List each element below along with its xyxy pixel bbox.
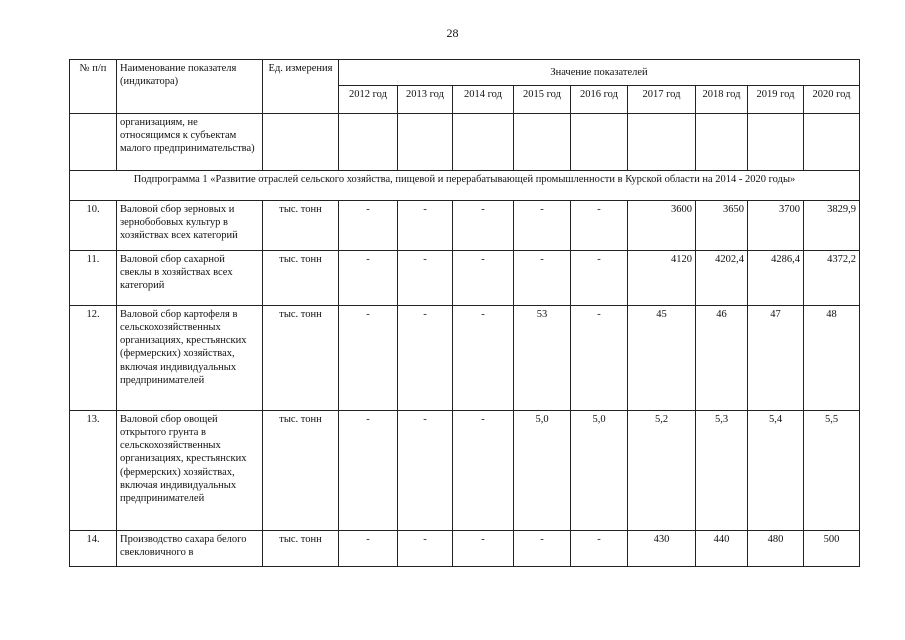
row-number: 12. [70, 306, 117, 411]
value-cell: - [339, 201, 398, 251]
value-cell: 3650 [696, 201, 748, 251]
value-cell: 5,3 [696, 411, 748, 531]
value-cell: - [453, 306, 514, 411]
value-cell: 5,4 [748, 411, 804, 531]
value-cell: 5,0 [571, 411, 628, 531]
table-row [70, 531, 860, 567]
value-cell: - [398, 251, 453, 306]
value-cell: 47 [748, 306, 804, 411]
value-cell: 3829,9 [804, 201, 860, 251]
row-indicator-name: Валовой сбор сахарной свеклы в хозяйствах всех категорий [117, 251, 263, 306]
row-indicator-name: Валовой сбор овощей открытого грунта в сельскохозяйственных организациях, крестьянских (фермерских) хозяйствах, включая индивидуальных предпринимателей [117, 411, 263, 531]
row-indicator-name: Валовой сбор зерновых и зернобобовых культур в хозяйствах всех категорий [117, 201, 263, 251]
value-cell: - [514, 251, 571, 306]
page-number: 28 [446, 26, 459, 40]
row-number: 11. [70, 251, 117, 306]
value-cell: 500 [804, 531, 860, 567]
value-cell: - [453, 531, 514, 567]
value-cell: - [398, 411, 453, 531]
year-header: 2016 год [571, 86, 628, 114]
value-cell: 4372,2 [804, 251, 860, 306]
year-header: 2020 год [804, 86, 860, 114]
value-cell: - [453, 411, 514, 531]
table-row [70, 306, 860, 411]
row-unit: тыс. тонн [263, 251, 339, 306]
header-row [70, 60, 860, 86]
year-header: 2017 год [628, 86, 696, 114]
value-cell: 3700 [748, 201, 804, 251]
value-cell: 4286,4 [748, 251, 804, 306]
header-number: № п/п [70, 60, 117, 114]
row-unit: тыс. тонн [263, 531, 339, 567]
continuation-name: организациям, не относящимся к субъектам малого предпринимательства) [117, 114, 263, 171]
value-cell: 45 [628, 306, 696, 411]
row-unit: тыс. тонн [263, 201, 339, 251]
year-header: 2013 год [398, 86, 453, 114]
subprogram-title: Подпрограмма 1 «Развитие отраслей сельского хозяйства, пищевой и перерабатывающей промышленности в Курской области на 2014 - 2020 годы» [70, 171, 860, 201]
value-cell: - [571, 251, 628, 306]
year-header: 2019 год [748, 86, 804, 114]
row-number: 14. [70, 531, 117, 567]
value-cell: 4120 [628, 251, 696, 306]
table-row [70, 201, 860, 251]
value-cell: - [398, 531, 453, 567]
row-number: 10. [70, 201, 117, 251]
value-cell: 480 [748, 531, 804, 567]
year-header: 2015 год [514, 86, 571, 114]
header-values: Значение показателей [339, 60, 860, 86]
value-cell: 53 [514, 306, 571, 411]
value-cell: - [339, 306, 398, 411]
value-cell: - [571, 201, 628, 251]
value-cell: 3600 [628, 201, 696, 251]
value-cell: 5,0 [514, 411, 571, 531]
value-cell: - [514, 531, 571, 567]
value-cell: - [453, 251, 514, 306]
value-cell: 5,5 [804, 411, 860, 531]
table-row [70, 411, 860, 531]
row-indicator-name: Валовой сбор картофеля в сельскохозяйственных организациях, крестьянских (фермерских) хозяйствах, включая индивидуальных предпринимателей [117, 306, 263, 411]
subprogram-row [70, 171, 860, 201]
header-indicator-name: Наименование показателя (индикатора) [117, 60, 263, 114]
row-number: 13. [70, 411, 117, 531]
row-unit: тыс. тонн [263, 306, 339, 411]
year-header: 2018 год [696, 86, 748, 114]
value-cell: - [339, 531, 398, 567]
row-indicator-name: Производство сахара белого свекловичного в [117, 531, 263, 567]
header-unit: Ед. измерения [263, 60, 339, 114]
row-unit: тыс. тонн [263, 411, 339, 531]
value-cell: - [514, 201, 571, 251]
value-cell: - [339, 411, 398, 531]
value-cell: 440 [696, 531, 748, 567]
value-cell: - [571, 306, 628, 411]
value-cell: 430 [628, 531, 696, 567]
indicators-table [69, 59, 860, 567]
value-cell: - [339, 251, 398, 306]
value-cell: - [453, 201, 514, 251]
year-header: 2014 год [453, 86, 514, 114]
value-cell: 48 [804, 306, 860, 411]
continuation-row [70, 114, 860, 171]
value-cell: 46 [696, 306, 748, 411]
value-cell: - [398, 306, 453, 411]
value-cell: 4202,4 [696, 251, 748, 306]
year-header: 2012 год [339, 86, 398, 114]
value-cell: - [398, 201, 453, 251]
table-row [70, 251, 860, 306]
value-cell: - [571, 531, 628, 567]
value-cell: 5,2 [628, 411, 696, 531]
